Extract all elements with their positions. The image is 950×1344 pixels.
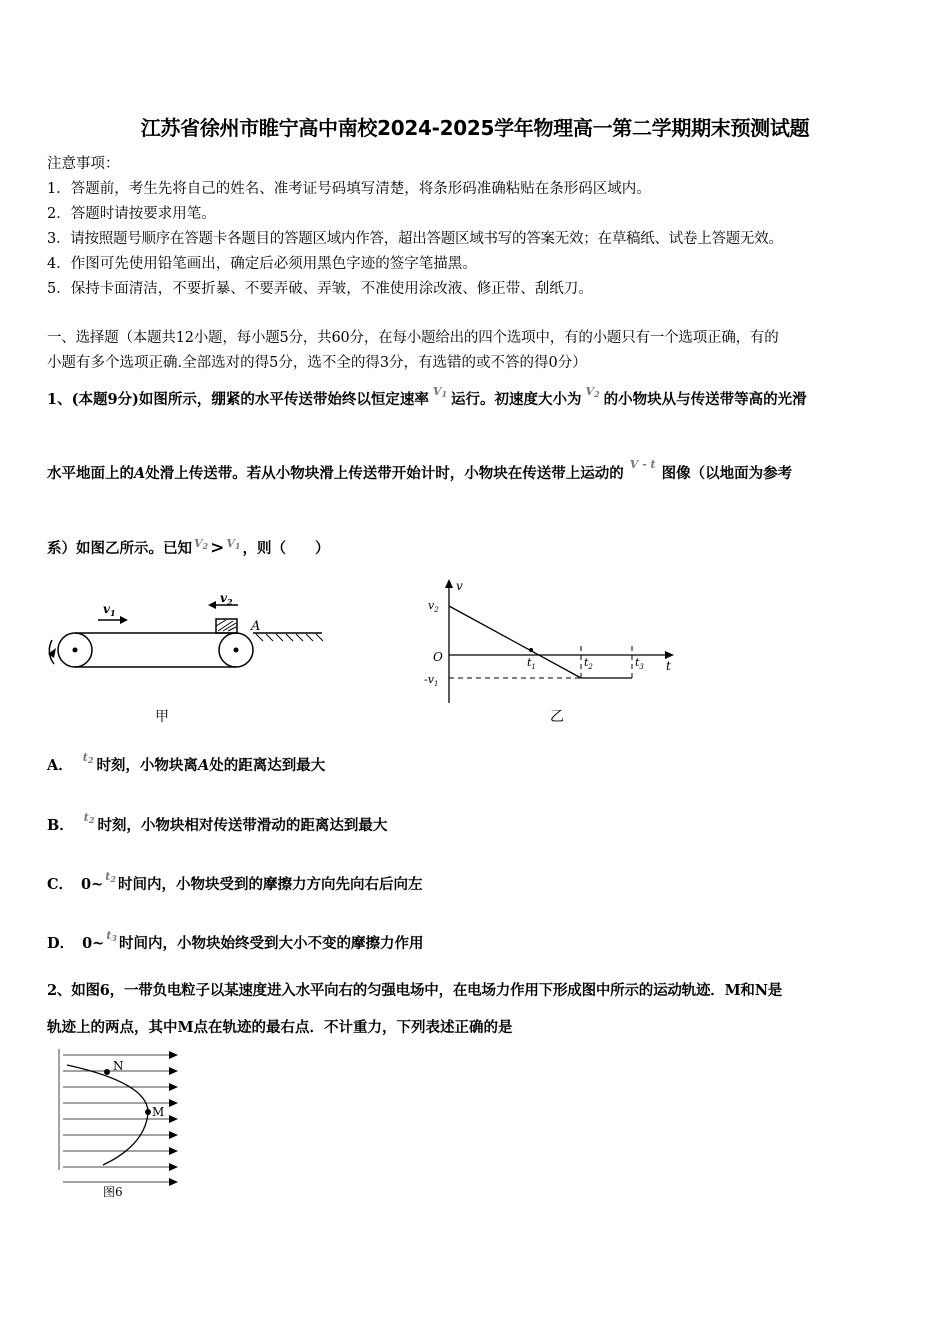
t2-symbol: t2	[82, 751, 94, 765]
block	[216, 619, 237, 633]
q1-text: 运行。初速度大小为	[451, 391, 582, 408]
q1-line2	[47, 458, 793, 483]
neg-v1-tick-label: $-v_1$	[424, 673, 439, 688]
n-label: N	[113, 1059, 124, 1073]
point-a: A	[134, 465, 146, 482]
fig-jia-caption: 甲	[155, 709, 169, 725]
point-n	[104, 1069, 110, 1075]
t3-symbol: t3	[106, 929, 117, 943]
v2-symbol: V2	[194, 537, 209, 551]
q2-line2: 轨迹上的两点，其中M点在轨迹的最右点．不计重力，下列表述正确的是	[47, 1019, 513, 1036]
v1-symbol: V1	[432, 385, 448, 399]
section-instructions-line2: 小题有多个选项正确.全部选对的得5分，选不全的得3分，有选错的或不答的得0分）	[47, 355, 587, 371]
option-a[interactable]: A． $^{t_2}$ 时刻，小物块离A处的距离达到最大	[47, 751, 326, 774]
option-d[interactable]: D． 0~ $^{t_3}$ 时间内，小物块始终受到大小不变的摩擦力作用	[47, 929, 424, 952]
point-m	[145, 1109, 151, 1115]
t3-tick-label: $t_3$	[635, 656, 644, 671]
origin-label: O	[433, 650, 443, 664]
greater-than: >	[210, 538, 225, 558]
notice-item: 2．答题时请按要求用笔。	[47, 206, 216, 222]
q1-text: 水平地面上的	[47, 465, 134, 482]
conveyor-belt-figure	[40, 588, 330, 728]
option-c[interactable]: C． 0~ $^{t_2}$ 时间内，小物块受到的摩擦力方向先向右后向左	[47, 870, 423, 893]
vt-graph-figure	[420, 575, 690, 710]
q1-line3	[47, 537, 330, 558]
figure-6-caption: 图6	[103, 1185, 123, 1199]
section-instructions-line1: 一、选择题（本题共12小题，每小题5分，共60分，在每小题给出的四个选项中，有的小题只有一个选项正确，有的	[47, 330, 779, 346]
page-title: 江苏省徐州市睢宁高中南校2024-2025学年物理高一第二学期期末预测试题	[140, 116, 810, 140]
t-axis-label: t	[666, 659, 671, 673]
a-label: A	[251, 619, 261, 634]
field-arrowheads	[169, 1051, 178, 1186]
t2-symbol: t2	[83, 811, 95, 825]
q1-text: ，则（ ）	[242, 540, 330, 557]
v-axis-label: v	[456, 579, 463, 593]
v2-label: $v_2$	[220, 591, 233, 607]
vt-symbol: V - t	[629, 458, 656, 471]
velocity-line-decreasing	[449, 606, 581, 678]
option-b[interactable]: B． $^{t_2}$ 时刻，小物块相对传送带滑动的距离达到最大	[47, 811, 388, 834]
t1-tick-label: $t_1$	[527, 656, 536, 671]
q2-line1: 2、如图6，一带负电粒子以某速度进入水平向右的匀强电场中，在电场力作用下形成图中所示的运动轨迹．M和N是	[47, 982, 783, 999]
notice-item: 5．保持卡面清洁，不要折暴、不要弄破、弄皱，不准使用涂改液、修正带、刮纸刀。	[47, 281, 593, 297]
v1-label: $v_1$	[103, 602, 116, 618]
m-label: M	[152, 1105, 165, 1119]
q1-text: 处滑上传送带。若从小物块滑上传送带开始计时，小物块在传送带上运动的	[145, 465, 624, 482]
q1-text: 图像（以地面为参考	[661, 465, 793, 482]
v2-symbol: V2	[585, 385, 600, 399]
t2-symbol: t2	[105, 870, 116, 884]
trajectory	[67, 1065, 148, 1165]
notice-item: 1．答题前，考生先将自己的姓名、准考证号码填写清楚，将条形码准确粘贴在条形码区域内。	[47, 181, 651, 197]
q1-text: 的小物块从与传送带等高的光滑	[603, 391, 807, 408]
q1-text: 系）如图乙所示。已知	[47, 540, 192, 557]
fig-yi-caption: 乙	[550, 709, 564, 725]
v2-tick-label: $v_2$	[428, 599, 439, 614]
notice-item: 4．作图可先使用铅笔画出，确定后必须用黑色字迹的签字笔描黑。	[47, 256, 477, 272]
v1-symbol: V1	[226, 537, 241, 551]
q1-text: 1、(本题9分)如图所示，绷紧的水平传送带始终以恒定速率	[47, 391, 429, 408]
q1-line1	[47, 385, 807, 409]
notice-item: 3．请按照题号顺序在答题卡各题目的答题区域内作答，超出答题区域书写的答案无效；在草稿纸、试卷上答题无效。	[47, 231, 783, 247]
notice-heading: 注意事项：	[47, 156, 120, 172]
t2-tick-label: $t_2$	[584, 656, 593, 671]
electric-field-figure	[55, 1045, 190, 1210]
